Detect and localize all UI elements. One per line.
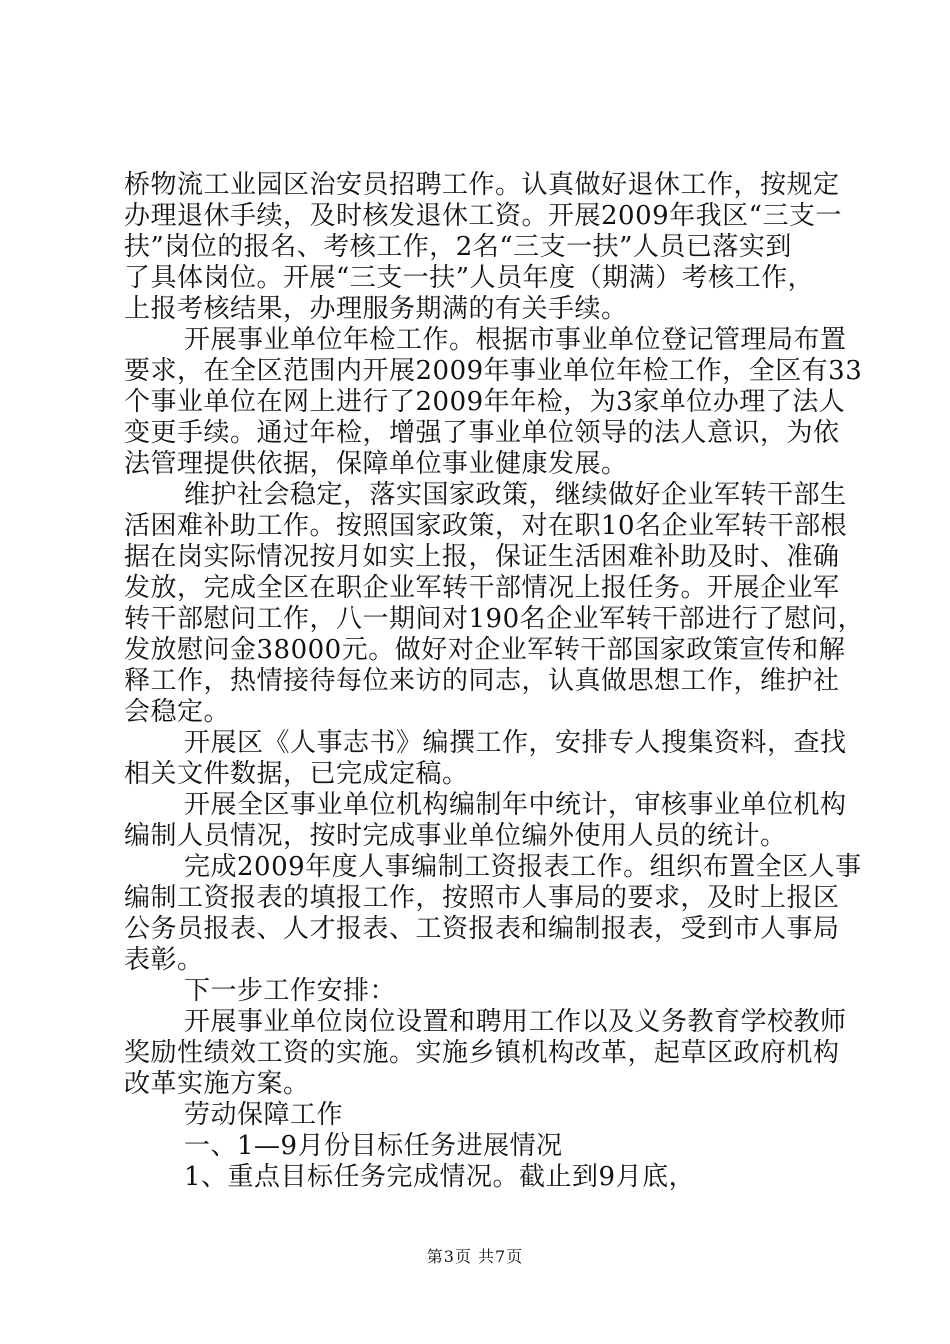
text-line: 桥物流工业园区治安员招聘工作。认真做好退休工作，按规定 (124, 170, 840, 200)
text-line: 上报考核结果，办理服务期满的有关手续。 (124, 294, 628, 324)
text-line: 发放慰问金38000元。做好对企业军转干部国家政策宣传和解 (124, 635, 846, 665)
text-line: 法管理提供依据，保障单位事业健康发展。 (124, 449, 628, 479)
paragraph-start-line: 开展事业单位年检工作。根据市事业单位登记管理局布置 (184, 325, 847, 355)
document-body (124, 170, 865, 1193)
text-line: 据在岗实际情况按月如实上报，保证生活困难补助及时、准确 (124, 542, 840, 572)
text-line: 释工作，热情接待每位来访的同志，认真做思想工作，维护社 (124, 666, 840, 696)
text-line: 办理退休手续，及时核发退休工资。开展2009年我区“三支一 (124, 201, 842, 231)
subsection-heading: 一、1—9月份目标任务进展情况 (184, 1131, 563, 1161)
text-line: 相关文件数据，已完成定稿。 (124, 759, 469, 789)
text-line: 表彰。 (124, 945, 204, 975)
text-line: 要求，在全区范围内开展2009年事业单位年检工作，全区有33 (124, 356, 863, 386)
text-line: 改革实施方案。 (124, 1069, 310, 1099)
paragraph-start-line: 1、重点目标任务完成情况。截止到9月底， (184, 1162, 696, 1192)
text-line: 发放，完成全区在职企业军转干部情况上报任务。开展企业军 (124, 573, 840, 603)
text-line: 变更手续。通过年检，增强了事业单位领导的法人意识，为依 (124, 418, 840, 448)
text-line: 转干部慰问工作，八一期间对190名企业军转干部进行了慰问， (124, 604, 865, 634)
paragraph-start-line: 开展全区事业单位机构编制年中统计，审核事业单位机构 (184, 790, 847, 820)
text-line: 活困难补助工作。按照国家政策，对在职10名企业军转干部根 (124, 511, 848, 541)
text-line: 会稳定。 (124, 697, 231, 727)
paragraph-start-line: 完成2009年度人事编制工资报表工作。组织布置全区人事 (184, 852, 862, 882)
text-line: 奖励性绩效工资的实施。实施乡镇机构改革，起草区政府机构 (124, 1038, 840, 1068)
paragraph-start-line: 开展事业单位岗位设置和聘用工作以及义务教育学校教师 (184, 1007, 847, 1037)
page-number-footer: 第3页 共7页 (426, 1247, 524, 1266)
paragraph-start-line: 维护社会稳定，落实国家政策，继续做好企业军转干部生 (184, 480, 847, 510)
paragraph-start-line: 开展区《人事志书》编撰工作，安排专人搜集资料，查找 (184, 728, 847, 758)
text-line: 编制工资报表的填报工作，按照市人事局的要求，及时上报区 (124, 883, 840, 913)
text-line: 公务员报表、人才报表、工资报表和编制报表，受到市人事局 (124, 914, 840, 944)
text-line: 个事业单位在网上进行了2009年年检，为3家单位办理了法人 (124, 387, 846, 417)
text-line: 扶”岗位的报名、考核工作，2名“三支一扶”人员已落实到 (124, 232, 792, 262)
text-line: 了具体岗位。开展“三支一扶”人员年度（期满）考核工作， (124, 263, 815, 293)
section-heading: 劳动保障工作 (184, 1100, 344, 1130)
paragraph-start-line: 下一步工作安排： (184, 976, 397, 1006)
text-line: 编制人员情况，按时完成事业单位编外使用人员的统计。 (124, 821, 787, 851)
